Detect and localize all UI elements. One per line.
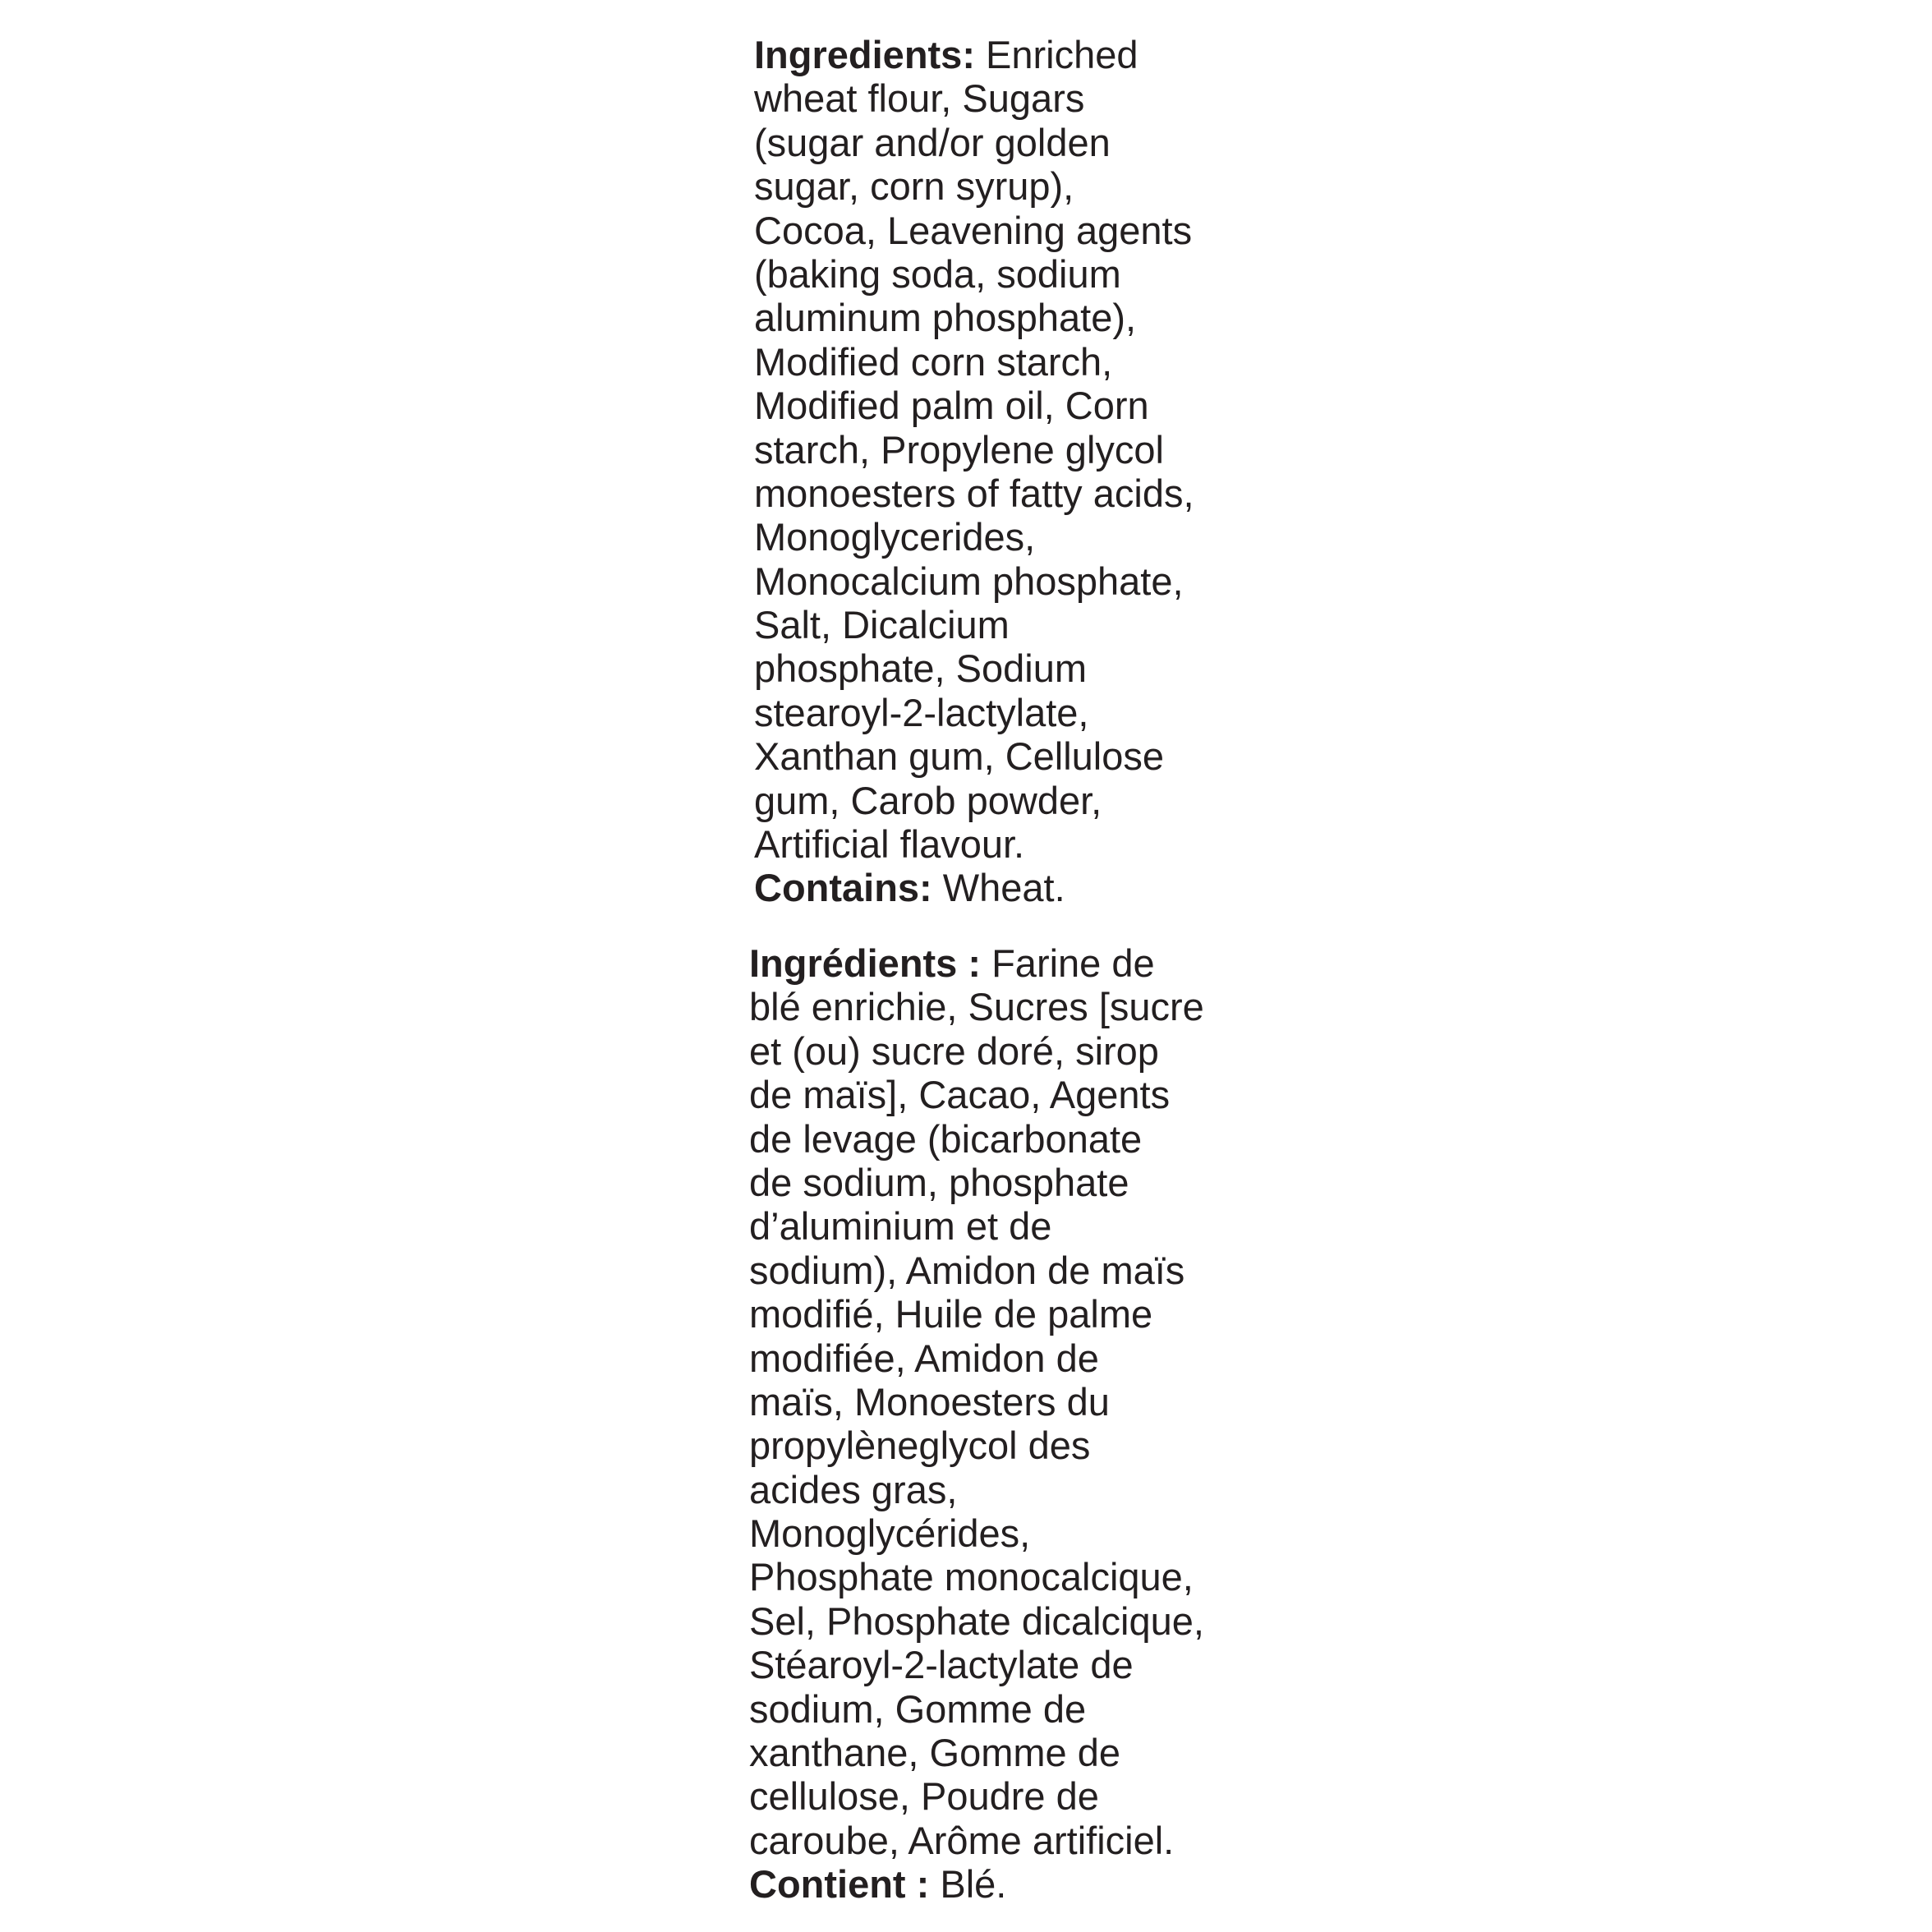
french-allergen-line xyxy=(749,1862,1204,1906)
french-ingredients-heading: Ingrédients : xyxy=(749,941,982,985)
english-ingredients-line: starch, Propylene glycol xyxy=(754,427,1164,472)
english-ingredients-line: Cocoa, Leavening agents xyxy=(754,208,1193,252)
french-ingredients-line: de sodium, phosphate xyxy=(749,1160,1129,1204)
english-ingredients-line: phosphate, Sodium xyxy=(754,646,1088,691)
english-contains-value: Wheat. xyxy=(932,866,1065,910)
french-ingredients-line: cellulose, Poudre de xyxy=(749,1774,1099,1819)
english-ingredients-line: gum, Carob powder, xyxy=(754,778,1102,822)
english-ingredients-line: stearoyl-2-lactylate, xyxy=(754,690,1089,734)
english-ingredients-line: (sugar and/or golden xyxy=(754,120,1111,164)
english-ingredients-line: Modified corn starch, xyxy=(754,339,1113,384)
french-ingredients-line: d’aluminium et de xyxy=(749,1204,1052,1249)
english-ingredients-line: (baking soda, sodium xyxy=(754,251,1121,296)
french-ingredients-line: Stéaroyl-2-lactylate de xyxy=(749,1643,1134,1687)
french-ingredients-line: sodium), Amidon de maïs xyxy=(749,1248,1185,1292)
english-ingredients-line: wheat flour, Sugars xyxy=(754,76,1085,121)
french-ingredients-line: et (ou) sucre doré, sirop xyxy=(749,1028,1159,1073)
english-contains-label: Contains: xyxy=(754,866,932,910)
french-ingredients-line: Monoglycérides, xyxy=(749,1511,1031,1556)
french-ingredients-line: de maïs], Cacao, Agents xyxy=(749,1073,1171,1117)
french-ingredients-line: de levage (bicarbonate xyxy=(749,1116,1143,1161)
english-ingredients-line: Modified palm oil, Corn xyxy=(754,384,1149,428)
english-ingredients-line: aluminum phosphate), xyxy=(754,296,1137,340)
french-ingredients-line: acides gras, xyxy=(749,1467,958,1511)
french-ingredients-block xyxy=(749,941,1204,1907)
french-contains-label: Contient : xyxy=(749,1862,930,1907)
english-ingredients-line: Monoglycerides, xyxy=(754,515,1036,559)
english-ingredients-line: Artificial flavour. xyxy=(754,822,1025,867)
english-ingredients-block xyxy=(754,33,1194,910)
english-allergen-line xyxy=(754,866,1194,909)
english-ingredients-line: Xanthan gum, Cellulose xyxy=(754,734,1165,779)
english-ingredients-first-line xyxy=(754,33,1194,76)
french-ingredients-first-line xyxy=(749,941,1204,985)
french-ingredients-line: maïs, Monoesters du xyxy=(749,1379,1110,1424)
english-ingredients-line: Salt, Dicalcium xyxy=(754,603,1010,647)
french-ingredients-line: xanthane, Gomme de xyxy=(749,1731,1120,1775)
english-ingredients-line: Enriched xyxy=(974,33,1138,76)
french-ingredients-line: blé enrichie, Sucres [sucre xyxy=(749,985,1204,1029)
french-contains-value: Blé. xyxy=(929,1862,1007,1907)
french-ingredients-line: Sel, Phosphate dicalcique, xyxy=(749,1598,1204,1643)
french-ingredients-line: sodium, Gomme de xyxy=(749,1686,1087,1731)
french-ingredients-line: caroube, Arôme artificiel. xyxy=(749,1818,1175,1862)
french-ingredients-line: propylèneglycol des xyxy=(749,1424,1091,1468)
english-ingredients-line: monoesters of fatty acids, xyxy=(754,471,1194,515)
french-ingredients-line: Farine de xyxy=(981,941,1155,985)
english-ingredients-heading: Ingredients: xyxy=(754,33,975,76)
french-ingredients-line: Phosphate monocalcique, xyxy=(749,1555,1194,1599)
french-ingredients-line: modifié, Huile de palme xyxy=(749,1292,1153,1336)
french-ingredients-line: modifiée, Amidon de xyxy=(749,1336,1099,1380)
english-ingredients-line: Monocalcium phosphate, xyxy=(754,559,1184,603)
english-ingredients-line: sugar, corn syrup), xyxy=(754,164,1074,209)
